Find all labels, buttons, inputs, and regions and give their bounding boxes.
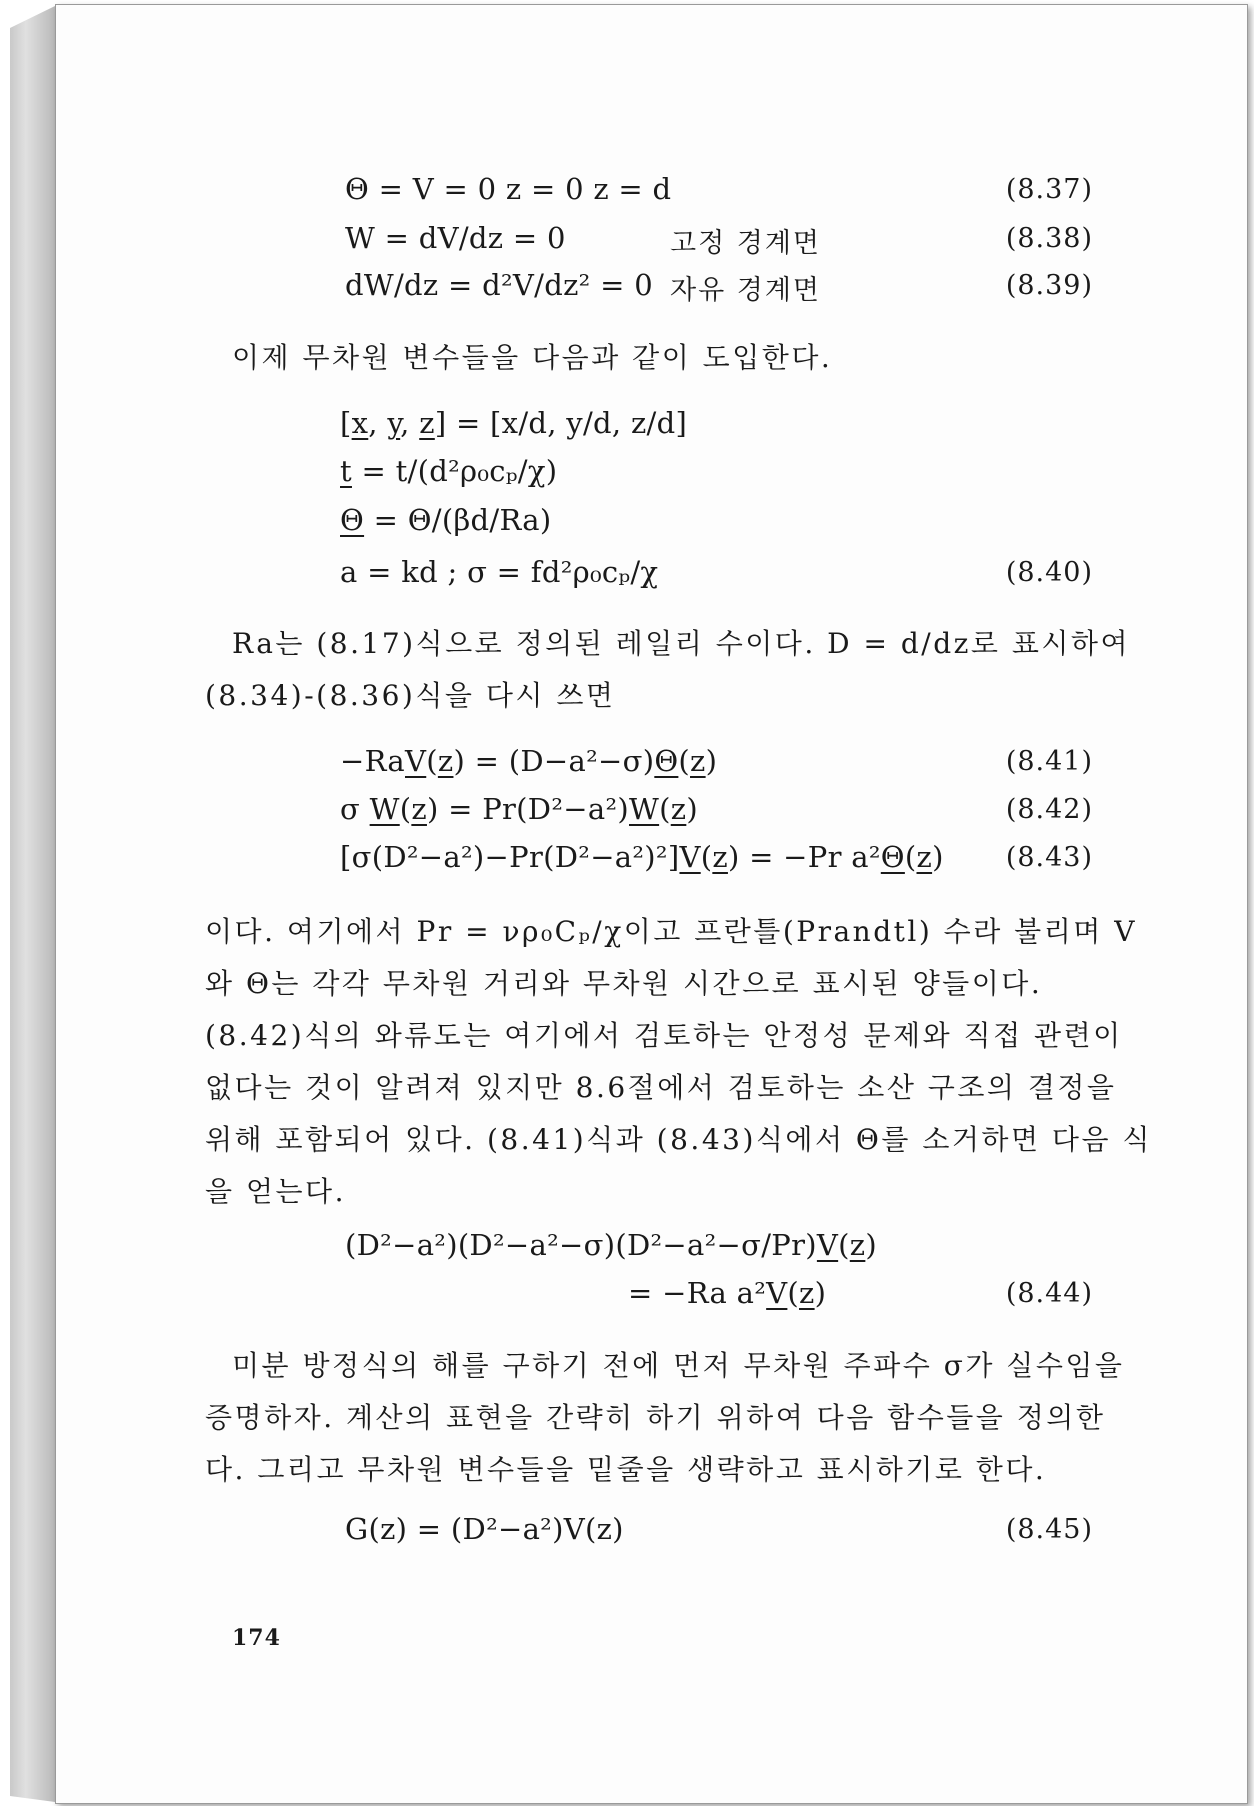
equation-8-39-label: 자유 경계면 [670,275,821,306]
equation-8-40-coordinates: [x, y, z] = [x/d, y/d, z/d] [340,406,688,440]
equation-8-44-lhs: (D²−a²)(D²−a²−σ)(D²−a²−σ/Pr)V(z) [345,1228,877,1262]
equation-8-45: G(z) = (D²−a²)V(z) [345,1512,624,1546]
equation-number-8-40: (8.40) [1005,557,1093,588]
equation-8-42: σ W(z) = Pr(D²−a²)W(z) [340,792,698,826]
paragraph-frequency-line-1: 미분 방정식의 해를 구하기 전에 먼저 무차원 주파수 σ가 실수임을 [232,1349,1125,1382]
page-number: 174 [232,1625,281,1651]
equation-number-8-39: (8.39) [1005,270,1093,301]
paragraph-rayleigh-line-2: (8.34)-(8.36)식을 다시 쓰면 [205,679,616,712]
equation-number-8-41: (8.41) [1005,746,1093,777]
equation-number-8-44: (8.44) [1005,1278,1093,1309]
paragraph-prandtl-line-1: 이다. 여기에서 Pr = νρ₀Cₚ/χ이고 프란틀(Prandtl) 수라 불리며 V [205,915,1137,948]
paragraph-prandtl-line-3: (8.42)식의 와류도는 여기에서 검토하는 안정성 문제와 직접 관련이 [205,1019,1123,1052]
equation-8-44-rhs: = −Ra a²V(z) [628,1276,827,1310]
equation-8-40: a = kd ; σ = fd²ρ₀cₚ/χ [340,555,659,589]
paragraph-prandtl-line-2: 와 Θ는 각각 무차원 거리와 무차원 시간으로 표시된 양들이다. [205,967,1043,1000]
equation-number-8-38: (8.38) [1005,223,1093,254]
paragraph-rayleigh-line-1: Ra는 (8.17)식으로 정의된 레일리 수이다. D = d/dz로 표시하여 [232,627,1131,660]
equation-number-8-37: (8.37) [1005,174,1093,205]
equation-8-41: −RaV(z) = (D−a²−σ)Θ(z) [340,744,718,778]
equation-8-40-temperature: Θ = Θ/(βd/Ra) [340,503,552,537]
equation-number-8-43: (8.43) [1005,842,1093,873]
paragraph-frequency-line-2: 증명하자. 계산의 표현을 간략히 하기 위하여 다음 함수들을 정의한 [205,1401,1106,1434]
equation-8-38-label: 고정 경계면 [670,228,821,259]
paragraph-prandtl-line-5: 위해 포함되어 있다. (8.41)식과 (8.43)식에서 Θ를 소거하면 다음 식 [205,1123,1152,1156]
equation-8-43: [σ(D²−a²)−Pr(D²−a²)²]V(z) = −Pr a²Θ(z) [340,840,944,874]
equation-8-39: dW/dz = d²V/dz² = 0 [345,268,653,302]
equation-number-8-45: (8.45) [1005,1514,1093,1545]
equation-8-37: Θ = V = 0 z = 0 z = d [345,172,672,206]
equation-number-8-42: (8.42) [1005,794,1093,825]
book-spine-edge [10,6,55,1802]
paragraph-frequency-line-3: 다. 그리고 무차원 변수들을 밑줄을 생략하고 표시하기로 한다. [205,1453,1047,1486]
equation-8-40-time: t = t/(d²ρ₀cₚ/χ) [340,454,558,488]
equation-8-38: W = dV/dz = 0 [345,221,566,255]
paragraph-prandtl-line-4: 없다는 것이 알려져 있지만 8.6절에서 검토하는 소산 구조의 결정을 [205,1071,1117,1104]
paragraph-prandtl-line-6: 을 얻는다. [205,1175,346,1208]
paragraph-intro-variables: 이제 무차원 변수들을 다음과 같이 도입한다. [232,341,833,374]
